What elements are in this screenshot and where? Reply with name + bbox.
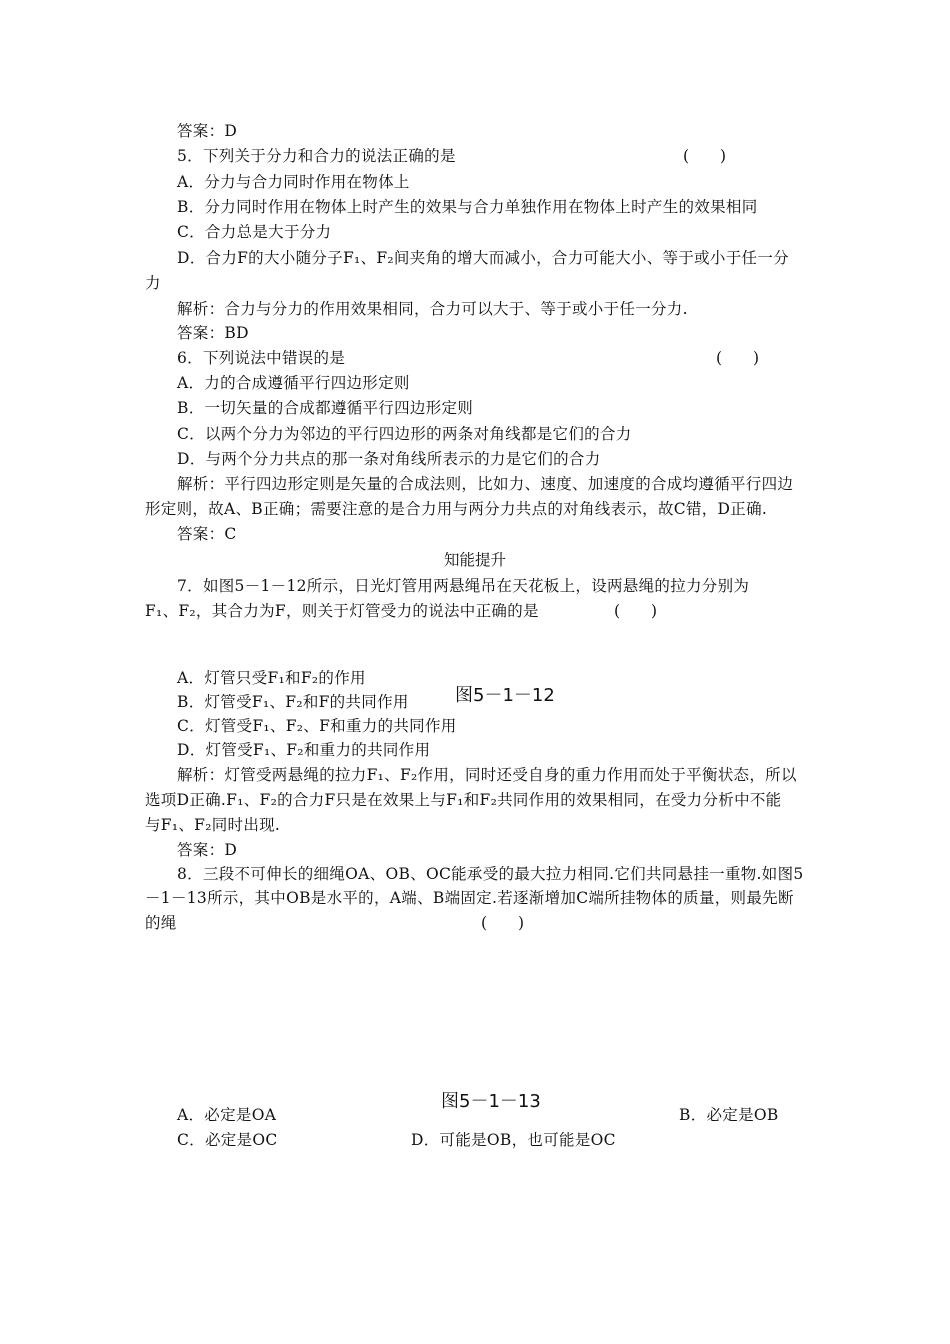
q7-answer-bracket: ( )	[614, 602, 658, 620]
q7-option-c: C．灯管受F₁、F₂、F和重力的共同作用	[177, 717, 457, 735]
q6-stem: 6．下列说法中错误的是	[177, 349, 346, 367]
q4-answer: 答案：D	[177, 122, 238, 140]
q5-answer-bracket: ( )	[683, 147, 727, 165]
q7-stem-line1: 7．如图5－1－12所示，日光灯管用两悬绳吊在天花板上，设两悬绳的拉力分别为	[177, 577, 750, 595]
q5-analysis: 解析：合力与分力的作用效果相同，合力可以大于、等于或小于任一分力.	[177, 300, 688, 318]
q8-answer-bracket: ( )	[481, 914, 525, 932]
q5-option-a: A．分力与合力同时作用在物体上	[177, 173, 410, 191]
q5-option-b: B．分力同时作用在物体上时产生的效果与合力单独作用在物体上时产生的效果相同	[177, 198, 758, 216]
q7-answer: 答案：D	[177, 841, 238, 859]
q6-option-a: A．力的合成遵循平行四边形定则	[177, 374, 410, 392]
q7-analysis-line1: 解析：灯管受两悬绳的拉力F₁、F₂作用，同时还受自身的重力作用而处于平衡状态，所以	[177, 766, 797, 784]
q6-option-b: B．一切矢量的合成都遵循平行四边形定则	[177, 399, 474, 417]
q8-stem-line3: 的绳	[145, 914, 177, 932]
q7-analysis-line3: 与F₁、F₂同时出现.	[145, 816, 281, 834]
q6-answer-bracket: ( )	[716, 349, 760, 367]
q7-stem-line2: F₁、F₂，其合力为F，则关于灯管受力的说法中正确的是	[145, 602, 539, 620]
q7-figure-caption: 图5－1－12	[455, 685, 555, 706]
q6-analysis-line2: 形定则，故A、B正确；需要注意的是合力用与两分力共点的对角线表示，故C错，D正确.	[145, 500, 768, 518]
q8-stem-line2: －1－13所示，其中OB是水平的，A端、B端固定.若逐渐增加C端所挂物体的质量，则最先断	[145, 889, 794, 907]
q8-option-c: C．必定是OC	[177, 1131, 278, 1149]
q6-option-d: D．与两个分力共点的那一条对角线所表示的力是它们的合力	[177, 450, 601, 468]
q7-option-d: D．灯管受F₁、F₂和重力的共同作用	[177, 741, 431, 759]
q5-option-c: C．合力总是大于分力	[177, 223, 332, 241]
section-title: 知能提升	[443, 551, 506, 569]
q8-option-d: D．可能是OB，也可能是OC	[411, 1131, 616, 1149]
q5-stem: 5．下列关于分力和合力的说法正确的是	[177, 147, 456, 165]
q7-option-a: A．灯管只受F₁和F₂的作用	[177, 669, 366, 687]
q6-answer: 答案：C	[177, 525, 237, 543]
q8-option-a: A．必定是OA	[177, 1106, 277, 1124]
q6-option-c: C．以两个分力为邻边的平行四边形的两条对角线都是它们的合力	[177, 425, 632, 443]
q5-answer: 答案：BD	[177, 324, 249, 342]
q7-analysis-line2: 选项D正确.F₁、F₂的合力F只是在效果上与F₁和F₂共同作用的效果相同，在受力分析中不能	[145, 791, 782, 809]
q7-option-b: B．灯管受F₁、F₂和F的共同作用	[177, 693, 409, 711]
q8-option-b: B．必定是OB	[679, 1106, 779, 1124]
q8-figure-caption: 图5－1－13	[441, 1091, 541, 1112]
q5-option-d-line2: 力	[145, 274, 161, 292]
q8-stem-line1: 8．三段不可伸长的细绳OA、OB、OC能承受的最大拉力相同.它们共同悬挂一重物.如图5	[177, 865, 804, 883]
q5-option-d-line1: D．合力F的大小随分子F₁、F₂间夹角的增大而减小，合力可能大小、等于或小于任一分	[177, 249, 789, 267]
q6-analysis-line1: 解析：平行四边形定则是矢量的合成法则，比如力、速度、加速度的合成均遵循平行四边	[177, 475, 794, 493]
